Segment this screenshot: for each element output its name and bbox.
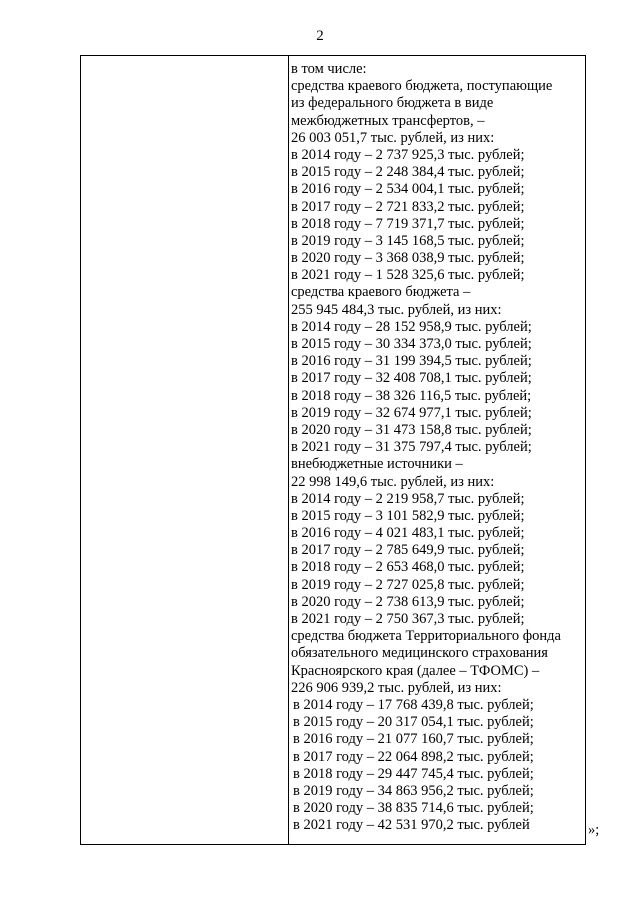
column-divider — [288, 56, 289, 844]
text-line: в 2021 году – 31 375 797,4 тыс. рублей; — [291, 439, 532, 456]
text-line: в 2016 году – 2 534 004,1 тыс. рублей; — [291, 181, 525, 198]
text-line: внебюджетные источники – — [291, 456, 463, 473]
text-line: 226 906 939,2 тыс. рублей, из них: — [291, 679, 502, 696]
text-line: обязательного медицинского страхования — [291, 645, 548, 662]
text-line: 255 945 484,3 тыс. рублей, из них: — [291, 301, 502, 318]
funding-text-cell — [291, 61, 585, 834]
text-line: в 2019 году – 34 863 956,2 тыс. рублей; — [293, 782, 534, 799]
text-line: средства краевого бюджета, поступающие — [291, 78, 553, 95]
text-line: в 2015 году – 3 101 582,9 тыс. рублей; — [291, 507, 525, 524]
text-line: в 2014 году – 28 152 958,9 тыс. рублей; — [291, 318, 532, 335]
text-line: в 2019 году – 32 674 977,1 тыс. рублей; — [291, 404, 532, 421]
text-line: Красноярского края (далее – ТФОМС) – — [291, 662, 540, 679]
text-line: в 2017 году – 2 721 833,2 тыс. рублей; — [291, 198, 525, 215]
text-line: в 2014 году – 2 737 925,3 тыс. рублей; — [291, 146, 525, 163]
text-line: средства бюджета Территориального фонда — [291, 628, 561, 645]
page-number: 2 — [316, 28, 324, 44]
closing-quote-mark: »; — [588, 822, 600, 838]
text-line: в 2015 году – 2 248 384,4 тыс. рублей; — [291, 164, 525, 181]
text-line: межбюджетных трансфертов, – — [291, 112, 485, 129]
text-line: в 2020 году – 3 368 038,9 тыс. рублей; — [291, 250, 525, 267]
text-line: в 2020 году – 2 738 613,9 тыс. рублей; — [291, 593, 525, 610]
text-line: в 2018 году – 29 447 745,4 тыс. рублей; — [293, 765, 534, 782]
text-line: в 2015 году – 20 317 054,1 тыс. рублей; — [293, 714, 534, 731]
text-line: 26 003 051,7 тыс. рублей, из них: — [291, 129, 495, 146]
text-line: в 2017 году – 22 064 898,2 тыс. рублей; — [293, 748, 534, 765]
text-line: в 2018 году – 7 719 371,7 тыс. рублей; — [291, 215, 525, 232]
text-line: в 2019 году – 2 727 025,8 тыс. рублей; — [291, 576, 525, 593]
text-line: в 2018 году – 2 653 468,0 тыс. рублей; — [291, 559, 525, 576]
text-line: в 2018 году – 38 326 116,5 тыс. рублей; — [291, 387, 532, 404]
text-line: в 2021 году – 2 750 367,3 тыс. рублей; — [291, 611, 525, 627]
text-line: в 2021 году – 42 531 970,2 тыс. рублей — [293, 817, 530, 834]
text-line: в 2020 году – 38 835 714,6 тыс. рублей; — [293, 800, 534, 817]
text-line: в 2017 году – 32 408 708,1 тыс. рублей; — [291, 370, 532, 387]
text-line: из федерального бюджета в виде — [291, 95, 494, 112]
text-line: в 2017 году – 2 785 649,9 тыс. рублей; — [291, 542, 525, 559]
text-line: в 2016 году – 4 021 483,1 тыс. рублей; — [291, 525, 525, 542]
text-line: в 2016 году – 21 077 160,7 тыс. рублей; — [293, 731, 534, 748]
text-line: в 2020 году – 31 473 158,8 тыс. рублей; — [291, 421, 532, 438]
content-table — [80, 55, 586, 845]
text-line: в 2021 году – 1 528 325,6 тыс. рублей; — [291, 267, 525, 284]
text-line: в 2016 году – 31 199 394,5 тыс. рублей; — [291, 353, 532, 370]
text-line: в 2019 году – 3 145 168,5 тыс. рублей; — [291, 232, 525, 249]
text-line: в том числе: — [291, 61, 367, 77]
text-line: в 2014 году – 17 768 439,8 тыс. рублей; — [293, 696, 534, 713]
text-line: в 2015 году – 30 334 373,0 тыс. рублей; — [291, 336, 532, 352]
text-line: средства краевого бюджета – — [291, 284, 471, 301]
text-line: в 2014 году – 2 219 958,7 тыс. рублей; — [291, 490, 525, 507]
text-line: 22 998 149,6 тыс. рублей, из них: — [291, 473, 495, 490]
